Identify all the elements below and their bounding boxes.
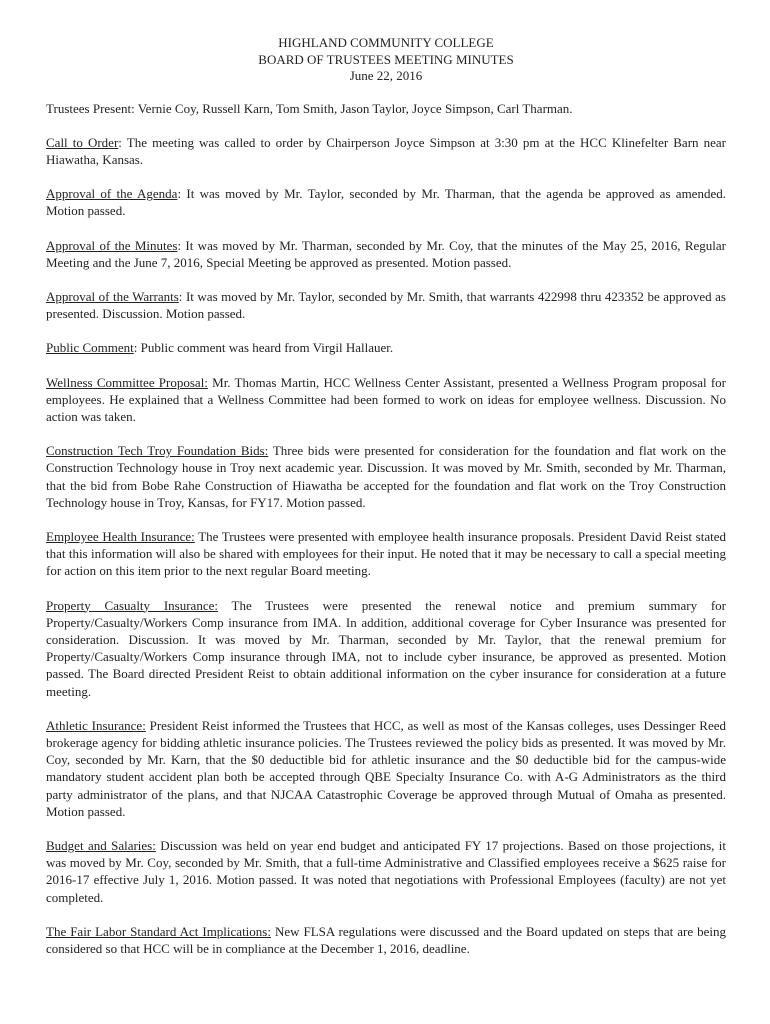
section-heading: Wellness Committee Proposal: [46, 374, 208, 390]
section-text: The Trustees were presented with employee health insurance proposals. President David Reist stated that this information will also be shared with employees for their input. He noted that it may be necessary to call a special meeting for action on this item prior to the next regular Board meeting. [46, 528, 726, 579]
section-text: Mr. Thomas Martin, HCC Wellness Center Assistant, presented a Wellness Program proposal for employees. He explained that a Wellness Committee had been formed to work on ideas for employee wellness. Discussion. No action was taken. [46, 374, 726, 424]
section-approval-agenda: Approval of the Agenda: It was moved by Mr. Taylor, seconded by Mr. Tharman, that the agenda be approved as amended. Motion passed. [46, 186, 726, 219]
section-text: The Trustees were presented the renewal notice and premium summary for Property/Casualty/Workers Comp insurance from IMA. In addition, additional coverage for Cyber Insurance was presented for consideration. Discussion. It was moved by Mr. Tharman, seconded by Mr. Taylor, that the renewal premium for Property/Casualty/Workers Comp insurance through IMA, not to include cyber insurance, be approved as presented. Motion passed. The Board directed President Reist to obtain additional information on the cyber insurance for consideration at a future meeting. [46, 597, 727, 699]
document-title: BOARD OF TRUSTEES MEETING MINUTES [258, 51, 514, 67]
section-heading: Public Comment [46, 340, 134, 356]
section-approval-minutes: Approval of the Minutes: It was moved by Mr. Tharman, seconded by Mr. Coy, that the minutes of the May 25, 2016, Regular Meeting and the June 7, 2016, Special Meeting be approved as presented. Motion passed. [46, 237, 727, 270]
section-flsa [46, 923, 726, 957]
section-text: Discussion was held on year end budget and anticipated FY 17 projections. Based on those projections, it was moved by Mr. Coy, seconded by Mr. Smith, that a full-time Administrative and Classified employees receive a $625 raise for 2016-17 effective July 1, 2016. Motion passed. It was noted that negotiations with Professional Employees (faculty) are not yet completed. [46, 838, 726, 905]
section-heading: Approval of the Warrants [46, 288, 179, 304]
section-heading: The Fair Labor Standard Act Implications: [46, 923, 271, 939]
document-header [46, 35, 726, 85]
section-text: Three bids were presented for consideration for the foundation and flat work on the Construction Technology house in Troy next academic year. Discussion. It was moved by Mr. Smith, seconded by Mr. Tharman, that the bid from Bobe Rahe Construction of Hiawatha be accepted for the foundation and flat work on the Troy Construction Technology house in Troy, Kansas, for FY17. Motion passed. [46, 443, 726, 510]
section-text: It was moved by Mr. Tharman, seconded by Mr. Coy, that the minutes of the May 25, 2016, Regular Meeting and the June 7, 2016, Special Meeting be approved as presented. Motion passed. [46, 237, 727, 270]
section-heading: Employee Health Insurance: [46, 528, 195, 544]
section-text: Public comment was heard from Virgil Hallauer. [140, 340, 394, 356]
minutes-page [46, 35, 726, 974]
section-text: The meeting was called to order by Chairperson Joyce Simpson at 3:30 pm at the HCC Klinefelter Barn near Hiawatha, Kansas. [46, 134, 726, 167]
section-heading: Approval of the Minutes [46, 237, 178, 253]
section-approval-warrants: Approval of the Warrants: It was moved by Mr. Taylor, seconded by Mr. Smith, that warrants 422998 thru 423352 be approved as presented. Discussion. Motion passed. [46, 288, 726, 322]
section-call-to-order: Call to Order: The meeting was called to order by Chairperson Joyce Simpson at 3:30 pm at the HCC Klinefelter Barn near Hiawatha, Kansas. [46, 134, 726, 167]
section-employee-health-insurance [46, 528, 726, 580]
college-name: HIGHLAND COMMUNITY COLLEGE [278, 35, 494, 50]
section-property-casualty [46, 597, 726, 700]
section-heading: Construction Tech Troy Foundation Bids: [46, 443, 269, 459]
section-text: New FLSA regulations were discussed and the Board updated on steps that are being considered so that HCC will be in compliance at the December 1, 2016, deadline. [46, 923, 726, 957]
section-heading: Budget and Salaries: [46, 838, 156, 853]
section-athletic-insurance [46, 717, 726, 820]
section-text: It was moved by Mr. Taylor, seconded by Mr. Tharman, that the agenda be approved as amended. Motion passed. [46, 186, 726, 219]
section-public-comment: Public Comment: Public comment was heard from Virgil Hallauer. [46, 340, 394, 356]
section-construction-tech [46, 442, 726, 511]
section-heading: Approval of the Agenda [46, 186, 178, 202]
section-wellness-committee [46, 374, 726, 426]
section-text: It was moved by Mr. Taylor, seconded by Mr. Smith, that warrants 422998 thru 423352 be approved as presented. Discussion. Motion passed. [46, 288, 726, 322]
section-heading: Athletic Insurance: [46, 717, 146, 733]
trustees-present: Trustees Present: Vernie Coy, Russell Karn, Tom Smith, Jason Taylor, Joyce Simpson, Carl Tharman. [46, 100, 573, 116]
section-budget-salaries [46, 837, 726, 906]
section-heading: Property Casualty Insurance: [46, 597, 218, 613]
section-heading: Call to Order [46, 134, 119, 150]
section-text: President Reist informed the Trustees that HCC, as well as most of the Kansas colleges, uses Dessinger Reed brokerage agency for bidding athletic insurance policies. The Trustees reviewed the policy bids as presented. It was moved by Mr. Coy, seconded by Mr. Karn, that the $0 deductible bid for athletic insurance and the $0 deductible bid for the campus-wide mandatory student accident plan both be accepted through QBE Specialty Insurance Co. with A-G Administrators as the third party administrator of the plans, and that NJCAA Catastrophic Coverage be approved through Mutual of Omaha as presented. Motion passed. [46, 717, 727, 819]
meeting-date: June 22, 2016 [349, 68, 423, 83]
